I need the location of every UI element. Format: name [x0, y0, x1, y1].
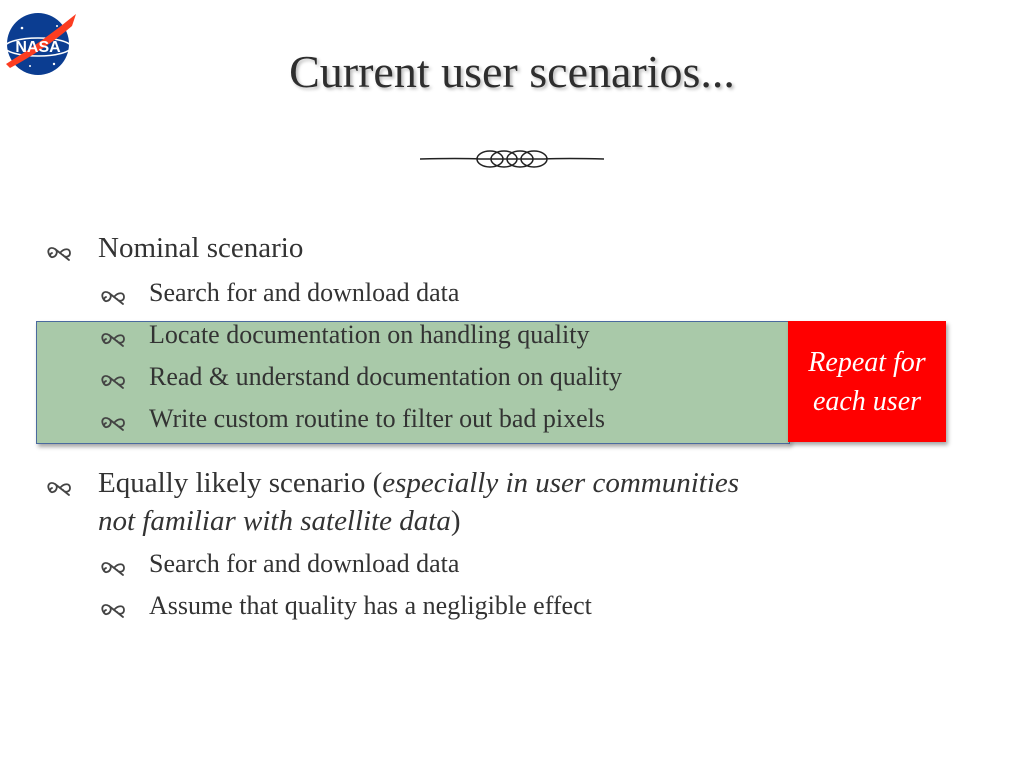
- alternative-step: Search for and download data: [149, 549, 460, 578]
- nasa-logo-text: NASA: [15, 39, 61, 56]
- bullet-icon: [100, 412, 128, 434]
- nominal-step: Write custom routine to filter out bad pixels: [149, 404, 606, 433]
- flourish-divider: [420, 145, 604, 173]
- alternative-heading-prefix: Equally likely scenario (: [98, 467, 383, 499]
- alternative-step: Assume that quality has a negligible effect: [149, 591, 592, 620]
- alternative-heading-cont: [98, 503, 461, 539]
- bullet-icon: [100, 370, 128, 392]
- nominal-step: Locate documentation on handling quality: [149, 320, 590, 349]
- alternative-heading-italic-1: especially in user communities: [382, 467, 740, 499]
- page-title: Current user scenarios...: [289, 46, 735, 97]
- alternative-heading-suffix: ): [450, 505, 461, 537]
- repeat-callout: [788, 321, 946, 442]
- bullet-icon: [46, 242, 74, 264]
- nominal-step: Search for and download data: [149, 278, 460, 307]
- bullet-icon: [100, 328, 128, 350]
- nominal-heading: Nominal scenario: [98, 232, 304, 264]
- alternative-heading-italic-2: not familiar with satellite data: [98, 505, 451, 537]
- nominal-step: Read & understand documentation on quality: [149, 362, 622, 391]
- callout-line-2: each user: [812, 385, 922, 417]
- callout-line-1: Repeat for: [808, 346, 926, 378]
- bullet-icon: [100, 286, 128, 308]
- bullet-icon: [46, 477, 74, 499]
- bullet-icon: [100, 557, 128, 579]
- bullet-icon: [100, 599, 128, 621]
- alternative-heading: [98, 465, 739, 501]
